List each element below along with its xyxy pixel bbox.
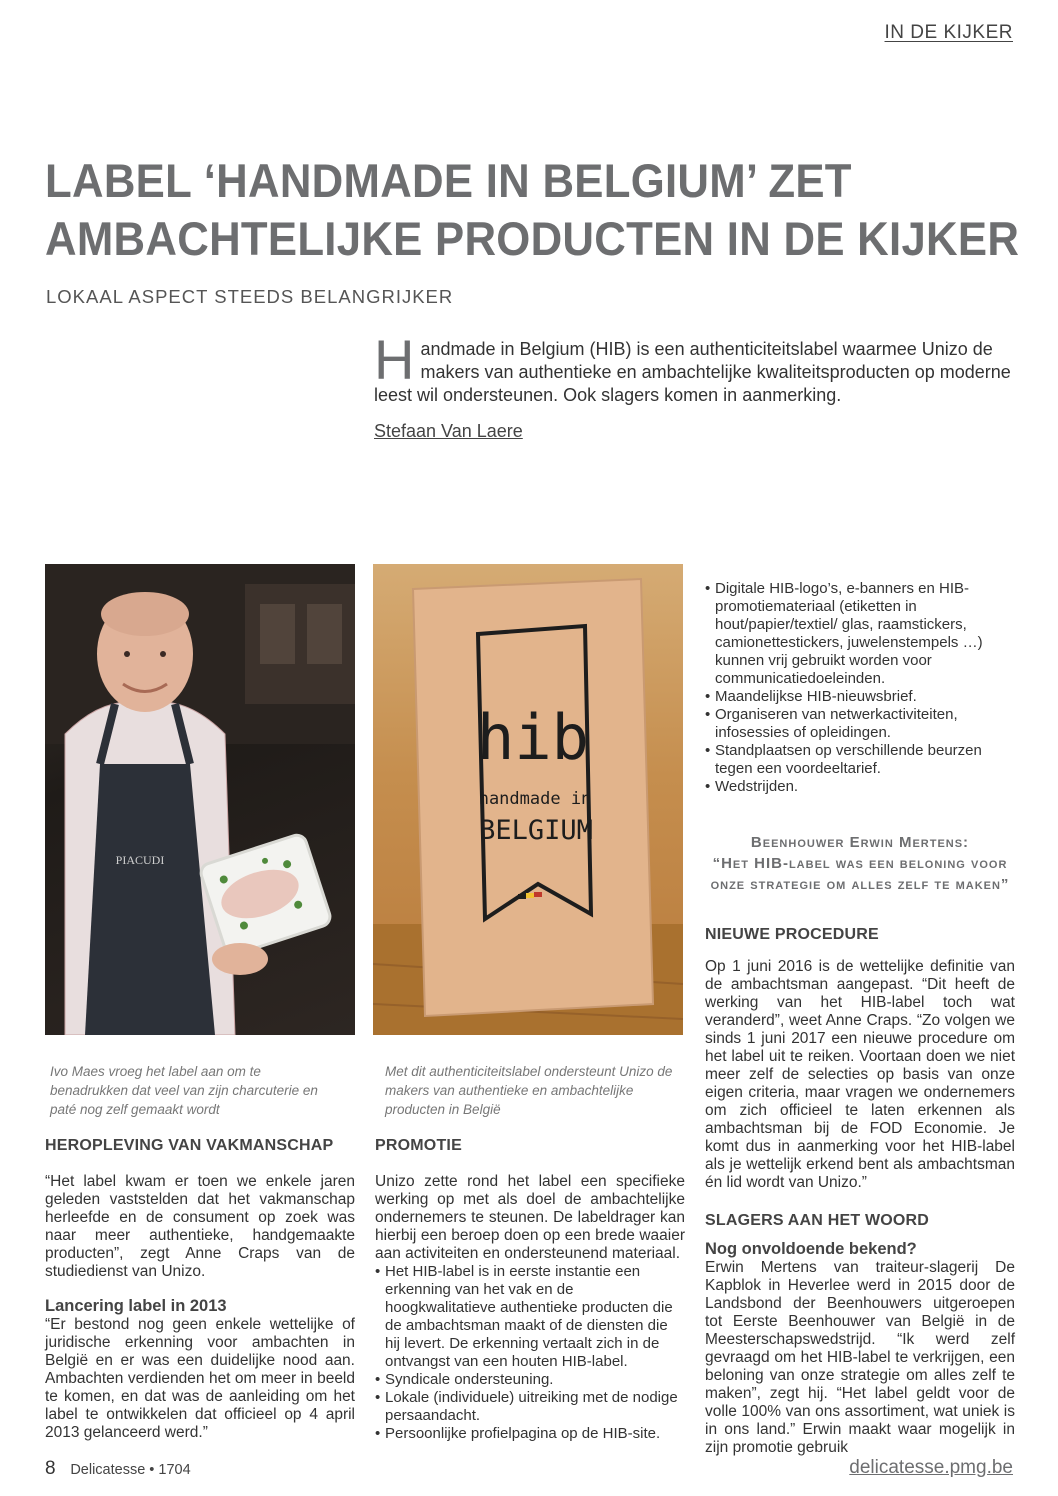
intro-text: andmade in Belgium (HIB) is een authenticiteitslabel waarmee Unizo de makers van authentieke en ambachtelijke kwaliteitsproducten op moderne leest wil ondersteunen. Ook slagers komen in aanmerking. [374, 339, 1011, 405]
list-item: • Lokale (individuele) uitreiking met de nodige persaandacht. [375, 1389, 685, 1425]
page-number: 8 [45, 1458, 56, 1479]
col1-paragraph-1: “Het label kwam er toen we enkele jaren geleden vaststelden dat het vakmanschap herleefde en de consument op zoek was naar meer authentieke, handgemaakte producten”, zegt Anne Craps van de studiedienst van Unizo. [45, 1173, 355, 1280]
heading-nieuwe-procedure: NIEUWE PROCEDURE [705, 926, 879, 943]
list-item: • Standplaatsen op verschillende beurzen tegen een voordeeltarief. [705, 742, 1015, 778]
footer-left [45, 1458, 191, 1480]
materials-list [705, 580, 1015, 796]
quote-text: “Het HIB-label was een beloning voor onze strategie om alles zelf te maken” [710, 855, 1010, 893]
title-line-2: AMBACHTELIJKE PRODUCTEN IN DE KIJKER [45, 212, 1020, 265]
hib-logo-line2: BELGIUM [479, 815, 593, 846]
website-link[interactable]: delicatesse.pmg.be [849, 1457, 1013, 1478]
list-item: • Het HIB-label is in eerste instantie een erkenning van het vak en de hoogkwalitatieve authentieke producten die de ambachtsman maakt of de diensten die hij levert. De erkenning vertaalt zich in de ontvangst van een houten HIB-label. [375, 1263, 685, 1371]
quote-attribution: Beenhouwer Erwin Mertens: [750, 834, 970, 851]
magazine-issue: Delicatesse • 1704 [70, 1462, 191, 1478]
column-1 [45, 1137, 355, 1442]
article-intro [374, 328, 1014, 407]
title-line-1: LABEL ‘HANDMADE IN BELGIUM’ ZET [45, 154, 852, 207]
heading-slagers: SLAGERS AAN HET WOORD [705, 1212, 930, 1229]
section-tag: IN DE KIJKER [884, 22, 1013, 43]
hib-logo-line1: handmade in [478, 789, 592, 809]
butcher-photo [45, 564, 355, 1035]
subheading-lancering: Lancering label in 2013 [45, 1297, 227, 1315]
apron-logo-text: PIACUDI [115, 853, 165, 867]
heading-heropleving: HEROPLEVING VAN VAKMANSCHAP [45, 1137, 334, 1154]
butcher-illustration [45, 564, 355, 1035]
intro-dropcap: H [374, 328, 415, 391]
hib-logo-big: hib [477, 701, 589, 774]
promotie-list [375, 1263, 685, 1443]
column-2 [375, 1137, 685, 1443]
list-item: • Maandelijkse HIB-nieuwsbrief. [705, 688, 1015, 706]
list-item: • Digitale HIB-logo’s, e-banners en HIB-promotiemateriaal (etiketten in hout/papier/textiel/ glas, raamstickers, camionettestickers, juwelenstempels …) kunnen vrij gebruikt worden voor communicatiedoeleinden. [705, 580, 1015, 688]
list-item: • Organiseren van netwerkactiviteiten, infosessies of opleidingen. [705, 706, 1015, 742]
heading-promotie: PROMOTIE [375, 1137, 462, 1154]
column-3 [705, 926, 1015, 1457]
col3-paragraph-2: Erwin Mertens van traiteur-slagerij De Kapblok in Heverlee werd in 2015 door de Landsbond der Beenhouwers uitgeroepen tot Eerste Beenhouwer van België in de Meesterschapswedstrijd. “Ik werd zelf gevraagd om het HIB-label te verkrijgen, een beloning van onze strategie om alles zelf te maken”, zegt hij. “Het label geldt voor de volle 100% van ons assortiment, wat uniek is in ons land.” Erwin maakt waar mogelijk in zijn promotie gebruik [705, 1259, 1015, 1456]
col2-paragraph-1: Unizo zette rond het label een specifieke werking op met als doel de ambachtelijke ondernemers te steunen. De labeldrager kan hierbij een beroep doen op een brede waaier aan activiteiten en ondersteunend materiaal. [375, 1173, 685, 1262]
caption-hib-label: Met dit authenticiteitslabel ondersteunt Unizo de makers van authentieke en ambachtelijke producten in België [385, 1064, 673, 1117]
hib-label-illustration [373, 564, 683, 1035]
subheading-onvoldoende: Nog onvoldoende bekend? [705, 1240, 917, 1258]
list-item: • Wedstrijden. [705, 778, 1015, 796]
list-item: • Persoonlijke profielpagina op de HIB-site. [375, 1425, 685, 1443]
hib-label-photo [373, 564, 683, 1035]
column-3-top [705, 580, 1015, 796]
list-item: • Syndicale ondersteuning. [375, 1371, 685, 1389]
col1-paragraph-2: “Er bestond nog geen enkele wettelijke of juridische erkenning voor ambachten in België en er was een duidelijke nood aan. Ambachten verdienden het om meer in beeld te komen, en dat was de aanleiding om het label te ontwikkelen dat officieel op 4 april 2013 gelanceerd werd.” [45, 1316, 355, 1441]
pull-quote [705, 832, 1015, 895]
article-title [45, 152, 1020, 268]
col3-paragraph-1: Op 1 juni 2016 is de wettelijke definitie van de ambachtsman aangepast. “Dit heeft de werking van het HIB-label toch wat veranderd”, weet Anne Craps. “Zo volgen we sinds 1 juni 2017 een nieuwe procedure om het label uit te reiken. Voortaan doen we niet meer zelf de selecties op basis van onze eigen criteria, maar vragen we ondernemers om zich officieel te laten erkennen als ambachtsman bij de FOD Economie. Je komt dus in aanmerking voor het HIB-label als je wettelijk erkend bent als ambachtsman én lid wordt van Unizo.” [705, 958, 1015, 1191]
author-byline[interactable]: Stefaan Van Laere [374, 421, 523, 441]
article-subtitle: LOKAAL ASPECT STEEDS BELANGRIJKER [46, 286, 454, 307]
caption-butcher: Ivo Maes vroeg het label aan om te benadrukken dat veel van zijn charcuterie en paté nog zelf gemaakt wordt [50, 1064, 318, 1117]
